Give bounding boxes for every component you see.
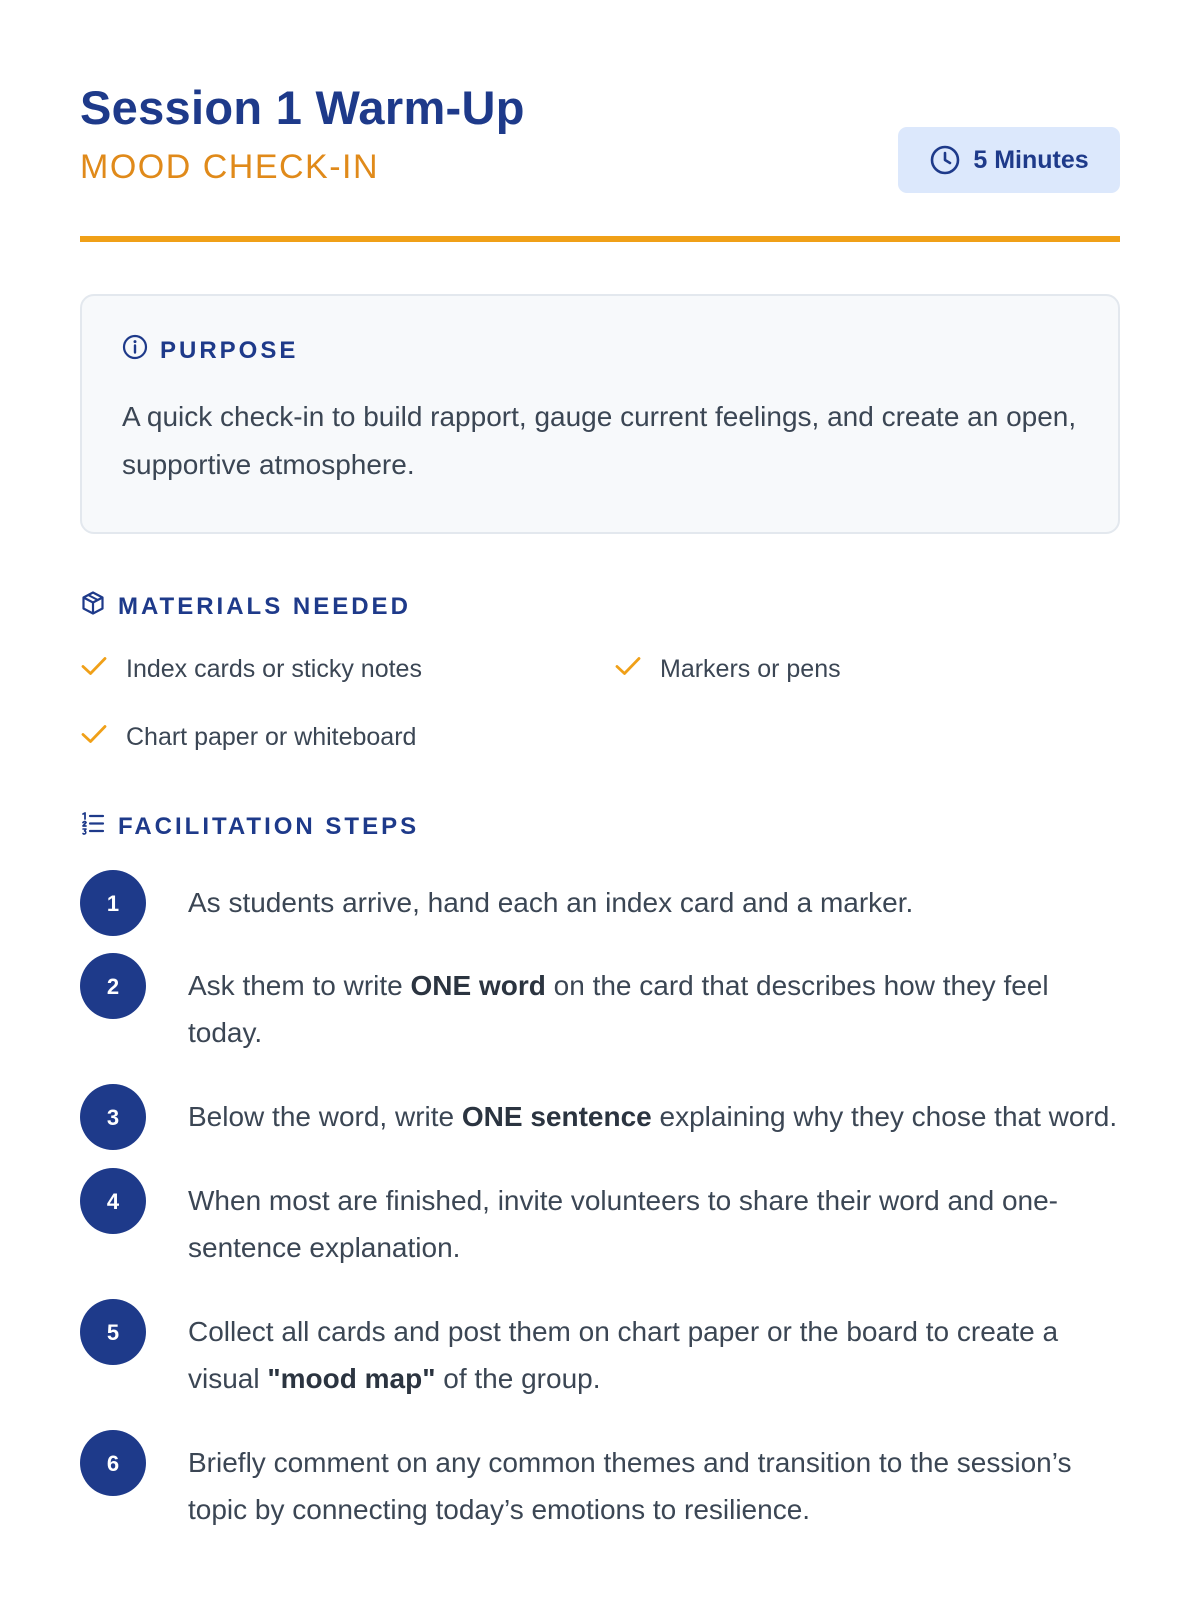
material-label: Markers or pens — [660, 654, 841, 683]
step-text-bold: ONE word — [410, 970, 546, 1001]
step-text: Briefly comment on any common themes and transition to the session’s topic by connecting today’s emotions to resilience. — [188, 1447, 1072, 1525]
warmup-document — [80, 0, 1120, 1525]
step-text-bold: ONE sentence — [461, 1101, 652, 1132]
material-label: Index cards or sticky notes — [126, 654, 422, 683]
step-text-end: explaining why they chose that word. — [651, 1101, 1118, 1132]
purpose-heading-label: PURPOSE — [160, 336, 299, 364]
step-text: When most are finished, invite volunteers to share their word and one-sentence explanation. — [188, 1185, 1059, 1263]
material-item — [614, 651, 1120, 687]
check-icon — [80, 654, 108, 685]
materials-heading — [80, 590, 1120, 623]
step-item — [80, 879, 1120, 926]
steps-section — [80, 810, 1120, 1533]
step-number: 3 — [80, 1084, 146, 1150]
step-text-end: of the group. — [435, 1363, 601, 1394]
step-text: As students arrive, hand each an index card and a marker. — [188, 887, 914, 918]
step-item — [80, 1177, 1120, 1271]
purpose-text: A quick check-in to build rapport, gauge current feelings, and create an open, supportive atmosphere. — [122, 401, 1077, 480]
duration-label: 5 Minutes — [973, 145, 1089, 174]
material-label: Chart paper or whiteboard — [126, 722, 417, 751]
material-item — [80, 719, 614, 755]
step-text: Collect all cards and post them on chart paper or the board to create a visual — [188, 1316, 1059, 1394]
page-subtitle: MOOD CHECK-IN — [80, 148, 380, 186]
purpose-heading — [122, 334, 1078, 367]
step-number: 5 — [80, 1299, 146, 1365]
step-text-bold: "mood map" — [267, 1363, 436, 1394]
material-item — [80, 651, 614, 687]
check-icon — [614, 654, 642, 685]
step-text: Below the word, write — [188, 1101, 462, 1132]
step-text: Ask them to write — [188, 970, 411, 1001]
step-number: 2 — [80, 953, 146, 1019]
purpose-card — [80, 294, 1120, 534]
step-number: 6 — [80, 1430, 146, 1496]
steps-list — [80, 879, 1120, 1533]
step-number: 4 — [80, 1168, 146, 1234]
check-icon — [80, 722, 108, 753]
materials-list — [80, 651, 1120, 755]
list-ordered-icon — [80, 810, 106, 843]
steps-heading-label: FACILITATION STEPS — [118, 812, 420, 840]
step-item — [80, 1093, 1120, 1140]
box-icon — [80, 590, 106, 623]
step-item — [80, 1308, 1120, 1402]
info-icon — [122, 334, 148, 367]
materials-heading-label: MATERIALS NEEDED — [118, 592, 411, 620]
step-number: 1 — [80, 870, 146, 936]
step-item — [80, 962, 1120, 1056]
page-title: Session 1 Warm-Up — [80, 81, 525, 134]
duration-badge — [898, 127, 1120, 193]
step-item — [80, 1439, 1120, 1533]
steps-heading — [80, 810, 1120, 843]
step-text-end: on the card that describes how they feel today. — [188, 970, 1049, 1048]
document-header — [80, 0, 1120, 242]
clock-icon — [929, 144, 961, 176]
materials-section — [80, 590, 1120, 755]
